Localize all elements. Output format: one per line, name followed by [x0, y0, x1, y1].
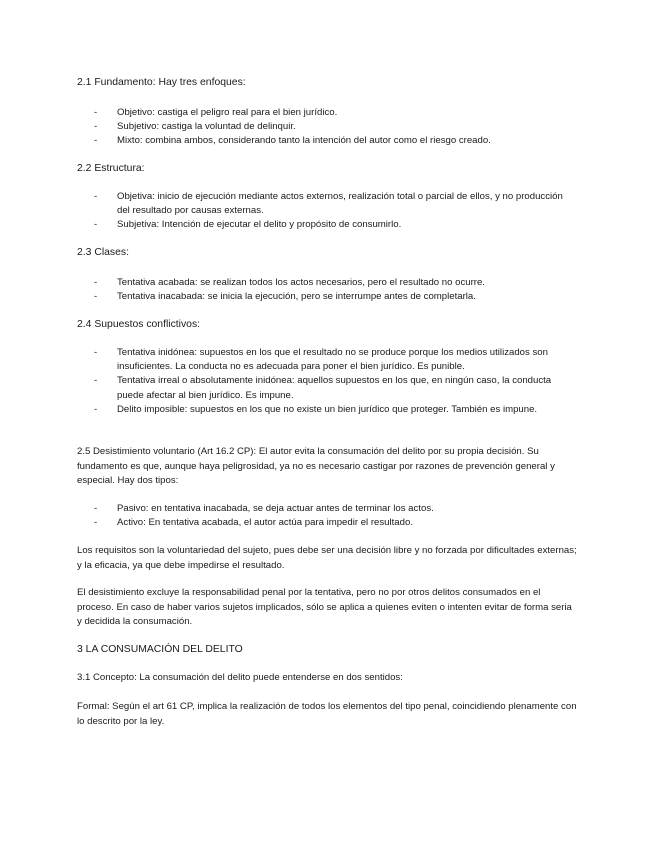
list-item: - Mixto: combina ambos, considerando tanto la intención del autor como el riesgo creado.	[0, 134, 577, 148]
list-item: - Tentativa inacabada: se inicia la ejecución, pero se interrumpe antes de completarla.	[0, 290, 577, 304]
list-item: - Subjetiva: Intención de ejecutar el delito y propósito de consumirlo.	[0, 218, 577, 232]
bullet-dash: -	[94, 219, 98, 231]
list-item: - Activo: En tentativa acabada, el autor actúa para impedir el resultado.	[0, 516, 577, 530]
list-item: - Pasivo: en tentativa inacabada, se deja actuar antes de terminar los actos.	[0, 502, 577, 516]
bullet-dash: -	[94, 375, 98, 387]
list-item: - Objetiva: inicio de ejecución mediante actos externos, realización total o parcial de ellos, y no producción del resultado por causas externas.	[94, 191, 563, 217]
paragraph-3-1: 3.1 Concepto: La consumación del delito puede entenderse en dos sentidos:	[77, 672, 403, 683]
section-heading-2-1: 2.1 Fundamento: Hay tres enfoques:	[77, 77, 246, 88]
list-item: - Tentativa irreal o absolutamente inidónea: aquellos supuestos en los que, en ningún caso, la conducta puede afectar al bien jurídico. Es impune.	[94, 375, 552, 401]
bullet-dash: -	[94, 121, 98, 133]
section-heading-2-3: 2.3 Clases:	[77, 247, 129, 258]
list-2-3	[0, 276, 655, 304]
list-2-5	[0, 502, 655, 530]
paragraph-2-5: 2.5 Desistimiento voluntario (Art 16.2 CP): El autor evita la consumación del delito por su propia decisión. Su fundamento es que, aunque haya peligrosidad, ya no es necesario castigar por razones de prevención general y especial. Hay dos tipos:	[77, 446, 555, 487]
paragraph-formal: Formal: Según el art 61 CP, implica la realización de todos los elementos del tipo penal, coincidiendo plenamente con lo descrito por la ley.	[77, 701, 577, 727]
list-2-1	[0, 106, 655, 149]
list-2-2	[0, 190, 655, 233]
bullet-dash: -	[94, 503, 98, 514]
section-heading-3: 3 LA CONSUMACIÓN DEL DELITO	[77, 644, 243, 655]
bullet-dash: -	[94, 347, 98, 358]
paragraph-requisitos: Los requisitos son la voluntariedad del sujeto, pues debe ser una decisión libre y no forzada por dificultades externas; y la eficacia, ya que debe impedirse el resultado.	[77, 545, 577, 571]
bullet-dash: -	[94, 403, 98, 415]
list-item: - Tentativa inidónea: supuestos en los que el resultado no se produce porque los medios utilizados son insuficientes. La conducta no es adecuada para poner el bien jurídico. Es punible.	[94, 347, 548, 373]
list-item: - Delito imposible: supuestos en los que no existe un bien jurídico que proteger. También es impune.	[0, 403, 577, 417]
list-2-4	[0, 346, 655, 417]
bullet-dash: -	[94, 107, 98, 118]
list-item: - Objetivo: castiga el peligro real para el bien jurídico.	[0, 106, 577, 120]
section-heading-2-4: 2.4 Supuestos conflictivos:	[77, 319, 201, 330]
bullet-dash: -	[94, 277, 98, 288]
list-item: - Subjetivo: castiga la voluntad de delinquir.	[0, 120, 577, 134]
section-heading-2-2: 2.2 Estructura:	[77, 163, 145, 174]
bullet-dash: -	[94, 291, 98, 303]
bullet-dash: -	[94, 517, 98, 529]
list-item: - Tentativa acabada: se realizan todos los actos necesarios, pero el resultado no ocurre.	[0, 276, 577, 290]
paragraph-desistimiento: El desistimiento excluye la responsabilidad penal por la tentativa, pero no por otros delitos consumados en el proceso. En caso de haber varios sujetos implicados, sólo se aplica a quienes eviten o intenten evitar de forma seria y decidida la consumación.	[77, 587, 572, 628]
bullet-dash: -	[94, 191, 98, 202]
bullet-dash: -	[94, 135, 98, 147]
